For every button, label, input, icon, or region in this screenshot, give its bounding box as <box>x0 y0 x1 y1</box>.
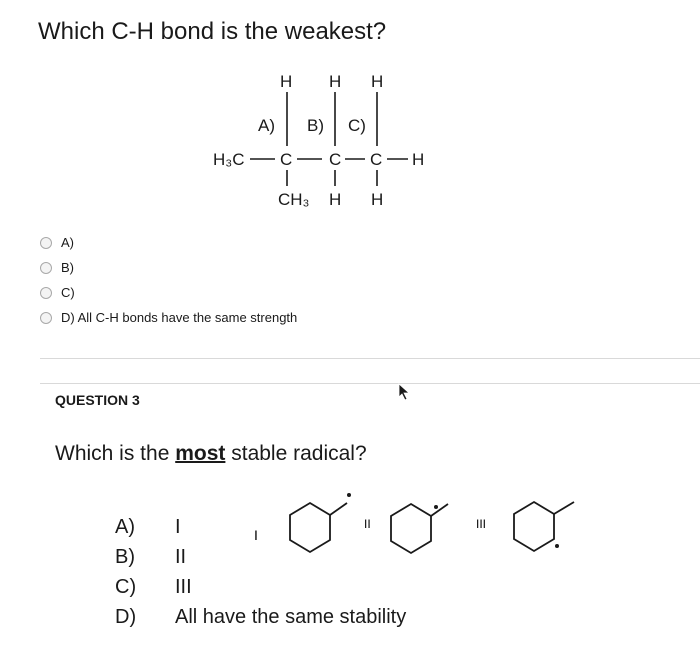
mouse-cursor-icon <box>398 383 414 403</box>
top-h-1: H <box>280 72 293 91</box>
answer-options <box>40 230 297 330</box>
methyl-bond-3 <box>554 502 574 514</box>
question-title: Which C-H bond is the weakest? <box>38 18 387 45</box>
radio-button[interactable] <box>40 237 52 249</box>
answer-a[interactable] <box>115 512 406 542</box>
option-label: C) <box>61 285 75 300</box>
radio-button[interactable] <box>40 262 52 274</box>
bond-label-b: B) <box>307 116 324 135</box>
emphasis-most: most <box>175 442 226 465</box>
divider <box>40 358 700 359</box>
bond-label-a: A) <box>258 116 275 135</box>
answer-text: I <box>175 515 181 538</box>
radical-dot-3 <box>555 544 559 548</box>
structure-label-2: II <box>364 517 371 531</box>
answer-text: II <box>175 545 187 568</box>
option-b[interactable] <box>40 255 297 280</box>
answer-key: D) <box>115 605 137 628</box>
option-c[interactable] <box>40 280 297 305</box>
option-label: A) <box>61 235 74 250</box>
answer-text: All have the same stability <box>175 605 407 628</box>
molecule-structure <box>0 0 700 230</box>
question-3-answers <box>115 512 406 632</box>
option-a[interactable] <box>40 230 297 255</box>
top-h-3: H <box>371 72 384 91</box>
bottom-ch3: CH₃ <box>278 190 310 209</box>
option-label: D) All C-H bonds have the same strength <box>61 310 298 325</box>
answer-c[interactable] <box>115 572 406 602</box>
question-3-prompt: Which is the most stable radical? <box>55 442 367 465</box>
option-label: B) <box>61 260 74 275</box>
option-d[interactable] <box>40 305 297 330</box>
answer-b[interactable] <box>115 542 406 572</box>
answer-key: B) <box>115 545 135 568</box>
structure-label-3: III <box>476 517 487 531</box>
answer-text: III <box>175 575 192 598</box>
answer-key: A) <box>115 515 135 538</box>
top-h-2: H <box>329 72 342 91</box>
bottom-h-2: H <box>371 190 384 209</box>
divider <box>40 383 700 384</box>
chain-h: H <box>412 150 425 169</box>
chain-c3: C <box>370 150 383 169</box>
bond-label-c: C) <box>348 116 366 135</box>
radio-button[interactable] <box>40 287 52 299</box>
chain-c2: C <box>329 150 342 169</box>
methyl-bond-2 <box>431 504 448 516</box>
chain-c1: C <box>280 150 293 169</box>
answer-key: C) <box>115 575 137 598</box>
radical-dot-1 <box>347 493 351 497</box>
answer-d[interactable] <box>115 602 406 632</box>
question-3-label: QUESTION 3 <box>55 392 140 408</box>
structure-label-1: I <box>254 527 258 543</box>
bottom-h-1: H <box>329 190 342 209</box>
cyclohexane-ring-3 <box>514 502 554 551</box>
chain-ch3: H₃C <box>213 150 245 169</box>
radical-dot-2 <box>434 505 438 509</box>
radio-button[interactable] <box>40 312 52 324</box>
